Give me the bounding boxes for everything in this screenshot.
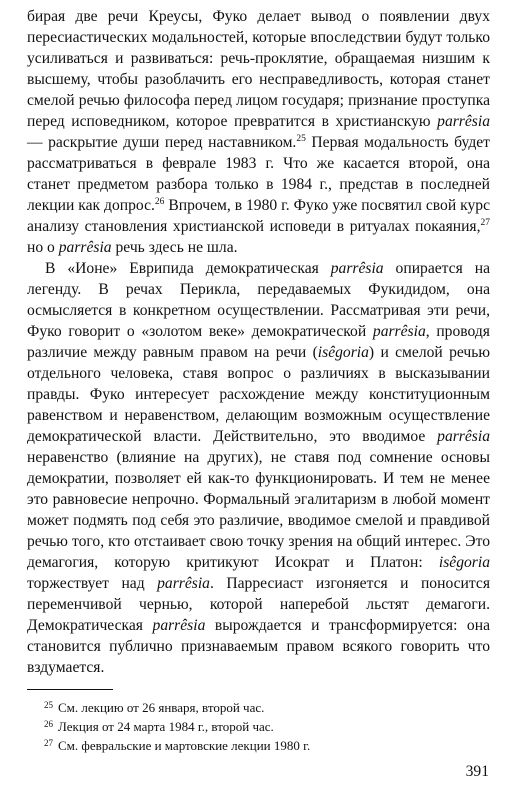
italic-term: isêgoria	[438, 554, 490, 571]
text-run: опирается на легенду. В речах Перикла, передаваемых Фукидидом, она осмысляется в конкретном осуществлении. Рассматривая эти речи, Фуко говорит о «золотом веке» демократической	[27, 260, 490, 340]
text-run: торжествует над	[27, 575, 158, 592]
text-run: Впрочем, в 1980 г. Фуко уже посвятил свой курс анализу становления христианской исповеди в ритуалах покаяния,	[27, 197, 490, 235]
footnote-divider	[27, 689, 113, 690]
paragraph-1	[27, 6, 490, 258]
text-run: ) и смелой речью отдельного человека, ставя вопрос о различиях в высказывании правды. Фуко интересует расхождение между конституционным равенством и неравенством, делающим возможным осуществление демократической власти. Действительно, это вводимое	[27, 344, 490, 445]
footnote-number: 27	[44, 738, 53, 748]
italic-term: parrêsia	[372, 323, 426, 340]
italic-term: parrêsia	[58, 239, 112, 256]
footnote-text: См. лекцию от 26 января, второй час.	[58, 700, 265, 715]
footnote-text: Лекция от 24 марта 1984 г., второй час.	[58, 719, 274, 734]
text-run: , проводя различие между равным правом на речи (	[27, 323, 490, 361]
italic-term: parrêsia	[152, 617, 206, 634]
text-run: речь здесь не шла.	[111, 239, 238, 256]
footnote-number: 25	[44, 700, 53, 710]
text-run: — раскрытие души перед наставником.	[27, 134, 297, 151]
text-run: бирая две речи Креусы, Фуко делает вывод о появлении двух пересиастических модальностей, которые впоследствии будут только усиливаться и развиваться: речь-проклятие, обращаемая низшим к высшему, чтобы разоблачить его несправедливость, которая станет смелой речью философа перед лицом государя; признание проступка перед исповедником, которое превратится в христианскую	[27, 8, 490, 130]
text-run: неравенство (влияние на других), не ставя под сомнение основы демократии, позволяет ей как-то функционировать. И тем не менее это равновесие непрочно. Формальный эгалитаризм в любой момент может подмять под себя это различие, вводимое смелой и правдивой речью того, кто отстаивает свою точку зрения на общий интерес. Это демагогия, которую критикуют Исократ и Платон:	[27, 449, 490, 571]
text-run: Первая модальность будет рассматриваться в феврале 1983 г. Что же касается второй, она станет предметом разбора только в 1984 г., представ в последней лекции как допрос.	[27, 134, 490, 214]
footnote-27	[44, 735, 484, 754]
footnote-26	[44, 716, 484, 735]
text-run: но о	[27, 239, 59, 256]
footnote-text: См. февральские и мартовские лекции 1980 г.	[58, 738, 311, 753]
page-body	[27, 6, 490, 678]
italic-term: parrêsia	[330, 260, 384, 277]
text-run: В «Ионе» Еврипида демократическая	[45, 260, 331, 277]
page-number: 391	[465, 763, 489, 780]
footnote-number: 26	[44, 719, 53, 729]
footnote-ref: 26	[154, 197, 165, 207]
footnotes	[44, 697, 484, 754]
footnote-25	[44, 697, 484, 716]
footnote-ref: 27	[480, 218, 490, 228]
paragraph-2	[27, 258, 490, 678]
italic-term: isêgoria	[317, 344, 369, 361]
italic-term: parrêsia	[437, 113, 490, 130]
text-run: . Парресиаст изгоняется и поносится переменчивой чернью, которой наперебой льстят демагоги. Демократическая	[27, 575, 490, 634]
italic-term: parrêsia	[437, 428, 490, 445]
text-run: вырождается и трансформируется: она становится публично признаваемым правом всякого говорить что вздумается.	[27, 617, 490, 676]
footnote-ref: 25	[296, 134, 306, 144]
italic-term: parrêsia	[157, 575, 210, 592]
